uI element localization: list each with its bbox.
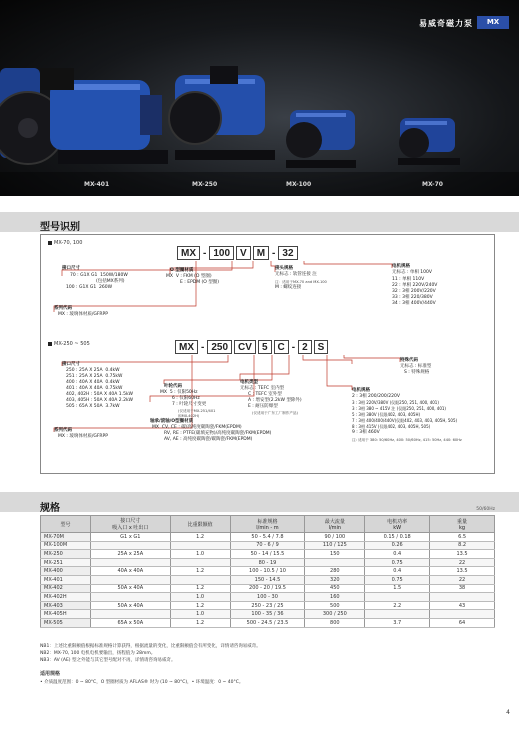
cell-port: 40A x 40A bbox=[90, 567, 170, 576]
cell-port bbox=[90, 558, 170, 567]
cell-kg: 43 bbox=[430, 601, 495, 610]
code2-motor-5: 5 : 3相 380V (仅限402, 403, 405H) bbox=[352, 412, 421, 417]
cell-sg: 1.2 bbox=[170, 618, 230, 627]
code1-dash-1: - bbox=[203, 247, 207, 259]
code2-freq-5: MX 5 : 仅限50Hz bbox=[160, 390, 198, 395]
cell-std: 150 - 14.5 bbox=[230, 575, 305, 584]
code1-material: V bbox=[236, 246, 251, 260]
cell-kw: 0.75 bbox=[365, 558, 430, 567]
page-number: 4 bbox=[506, 709, 510, 716]
code2-freq-7b: 和MX-402H) bbox=[178, 414, 200, 418]
code1-port-notes: 接口尺寸 bbox=[62, 266, 80, 271]
code1-seal-note: 注：适用于MX-70 and MX-100 bbox=[275, 280, 327, 284]
cell-max: 800 bbox=[305, 618, 365, 627]
code1-series-title: 系列代码 bbox=[54, 306, 72, 311]
series-tag-70-100: MX-70, 100 bbox=[48, 240, 82, 246]
cell-sg: 1.2 bbox=[170, 567, 230, 576]
caption-mx-70: MX-70 bbox=[422, 181, 443, 188]
code2-dash-1: - bbox=[201, 341, 205, 353]
code2-motor-7: 7 : 3相 400/400/440V(仅限402, 403, 403, 405H, 505) bbox=[352, 418, 458, 423]
cell-sg: 1.2 bbox=[170, 584, 230, 593]
code1-port-70b: (包括MX系列) bbox=[96, 279, 125, 284]
cell-port: 50A x 40A bbox=[90, 584, 170, 593]
table-row bbox=[41, 541, 495, 550]
cell-max: 280 bbox=[305, 567, 365, 576]
th-model: 型号 bbox=[41, 516, 91, 533]
cell-sg bbox=[170, 541, 230, 550]
code1-seal-m: M : 螺纹连接 bbox=[275, 285, 302, 290]
cell-sg: 1.0 bbox=[170, 550, 230, 559]
section-title-spec: 规格 bbox=[40, 503, 60, 514]
cell-kg: 6.5 bbox=[430, 533, 495, 542]
cell-max: 110 / 125 bbox=[305, 541, 365, 550]
application-title: 适用规格 bbox=[40, 671, 61, 677]
code2-freq-title: 叶轮代码 bbox=[164, 384, 182, 389]
th-kg: 重量 kg bbox=[430, 516, 495, 533]
code2-mtype-note: (仅适用于广东工厂制作产品) bbox=[252, 411, 298, 415]
code2-special-s: S : 特殊规格 bbox=[404, 370, 430, 375]
th-port: 接口尺寸 吸入口 x 吐出口 bbox=[90, 516, 170, 533]
cell-port: 25A x 25A bbox=[90, 550, 170, 559]
table-row bbox=[41, 610, 495, 619]
section-title-model-id: 型号识别 bbox=[40, 222, 80, 233]
code2-special-std: 无标志 : 标准型 bbox=[400, 364, 432, 369]
code1-motor-33: 33 : 3相 220/380V bbox=[392, 295, 433, 300]
cell-kw bbox=[365, 610, 430, 619]
cell-kg: 13.5 bbox=[430, 550, 495, 559]
cell-max bbox=[305, 558, 365, 567]
cell-kw: 0.15 / 0.18 bbox=[365, 533, 430, 542]
code2-mtype-a: A : 增安型(2.2kW 型除外) bbox=[248, 398, 302, 403]
spec-table-body bbox=[41, 533, 495, 628]
code1-dash-2: - bbox=[272, 247, 276, 259]
code2-bear-title: 轴承/滚轴/O型圈材质 bbox=[150, 419, 194, 424]
cell-kw: 2.2 bbox=[365, 601, 430, 610]
table-row bbox=[41, 601, 495, 610]
code2-bear-rv: RV, RE : PTFE(碳填充物)/高纯度碳陶瓷/FKM(EPDM) bbox=[164, 431, 272, 436]
cell-std: 100 - 30 bbox=[230, 593, 305, 602]
cell-max: 160 bbox=[305, 593, 365, 602]
code2-motor-3b: 3 : 3相 380 ~ 415V 注 (仅限250, 251, 400, 401) bbox=[352, 406, 446, 411]
code2-freq-7: 7 : 叶轮尺寸变更 bbox=[172, 402, 207, 407]
cell-sg: 1.2 bbox=[170, 601, 230, 610]
footnote-2: NB2：MX-70, 100 电机电机要输出，扬程值为 28mm。 bbox=[40, 651, 156, 656]
code1-oring-v: MX V : FKM (O 型圈) bbox=[166, 274, 212, 279]
cell-kg bbox=[430, 593, 495, 602]
cell-port: 65A x 50A bbox=[90, 618, 170, 627]
cell-model: MX-251 bbox=[41, 558, 91, 567]
cell-kw bbox=[365, 593, 430, 602]
cell-std: 80 - 19 bbox=[230, 558, 305, 567]
cell-kw: 0.4 bbox=[365, 550, 430, 559]
caption-mx-401: MX-401 bbox=[84, 181, 110, 188]
code2-port-400: 400 : 40A X 40A 0.4kW bbox=[66, 380, 120, 385]
code1-motor-32: 32 : 3相 200V/220V bbox=[392, 289, 436, 294]
footnote-3: NB3：AV (AE) 型之外能与其它型号配对不再，详情请咨询易威奇。 bbox=[40, 658, 176, 663]
code1-oring-e: E : EPDM (O 型圈) bbox=[180, 280, 220, 285]
cell-max: 300 / 250 bbox=[305, 610, 365, 619]
code1-seal-std: 无标志 : 软管连接 注 bbox=[275, 272, 317, 277]
code2-mtype-c: C : TEFC 室外型 bbox=[248, 392, 282, 397]
cell-sg bbox=[170, 558, 230, 567]
code1-motor-22: 22 : 单相 220V/240V bbox=[392, 283, 438, 288]
cell-kw: 0.26 bbox=[365, 541, 430, 550]
cell-std: 200 - 20 / 19.5 bbox=[230, 584, 305, 593]
code2-shaft: C bbox=[274, 340, 289, 354]
cell-port bbox=[90, 610, 170, 619]
table-row bbox=[41, 584, 495, 593]
code2-size: 250 bbox=[207, 340, 232, 354]
code2-motor-title: 电机规格 bbox=[352, 388, 370, 393]
cell-model: MX-400 bbox=[41, 567, 91, 576]
code2-port-401: 401 : 40A X 40A 0.75kW bbox=[66, 386, 123, 391]
code1-seal-title: 接头规格 bbox=[275, 266, 293, 271]
code2-dash-2: - bbox=[291, 341, 296, 353]
code2-motor: 2 bbox=[298, 340, 312, 354]
code2-motor-9: 9 : 3相 460V bbox=[352, 430, 380, 435]
code2-mtype-title: 电机类型 bbox=[240, 380, 258, 385]
code2-port-402: 402, 402H : 50A X 40A 1.5kW bbox=[66, 392, 133, 397]
cell-port bbox=[90, 541, 170, 550]
cell-model: MX-405H bbox=[41, 610, 91, 619]
table-row bbox=[41, 567, 495, 576]
cell-port: 50A x 40A bbox=[90, 601, 170, 610]
code2-port-403: 403, 405H : 50A X 40A 2.2kW bbox=[66, 398, 133, 403]
cell-model: MX-401 bbox=[41, 575, 91, 584]
cell-std: 250 - 23 / 25 bbox=[230, 601, 305, 610]
series-tag-250-505: MX-250 ~ 505 bbox=[48, 341, 90, 347]
cell-std: 100 - 35 / 36 bbox=[230, 610, 305, 619]
code1-oring-title: O 型圈材质 bbox=[170, 268, 194, 273]
cell-max: 320 bbox=[305, 575, 365, 584]
cell-model: MX-402 bbox=[41, 584, 91, 593]
cell-kw: 0.75 bbox=[365, 575, 430, 584]
cell-kw: 1.5 bbox=[365, 584, 430, 593]
table-row bbox=[41, 575, 495, 584]
cell-port: G1 x G1 bbox=[90, 533, 170, 542]
th-kw: 电机功率 kW bbox=[365, 516, 430, 533]
code2-motor-note: 注: 适用于 380: 50/60Hz, 400: 50/60Hz, 415: 50Hz, 440: 60Hz bbox=[352, 438, 462, 442]
caption-mx-100: MX-100 bbox=[286, 181, 312, 188]
code1-oring: M bbox=[253, 246, 269, 260]
code2-series-title: 系列代码 bbox=[54, 428, 72, 433]
code1-motor-34: 34 : 3相 400V/440V bbox=[392, 301, 436, 306]
code2-port-505: 505 : 65A X 50A 3.7kW bbox=[66, 404, 120, 409]
cell-kg: 22 bbox=[430, 575, 495, 584]
code2-bear-av: AV, AE : 高纯度碳陶瓷/碳陶瓷/FKM(EPDM) bbox=[164, 437, 253, 442]
cell-max: 500 bbox=[305, 601, 365, 610]
table-row bbox=[41, 618, 495, 627]
code2-motor-2: 2 : 3相 200/200/220V bbox=[352, 394, 400, 399]
hero-title: 易威奇磁力泵 bbox=[419, 19, 473, 28]
cell-std: 100 - 10.5 / 10 bbox=[230, 567, 305, 576]
cell-std: 50 - 5.4 / 7.8 bbox=[230, 533, 305, 542]
code2-special-title: 特殊代码 bbox=[400, 358, 418, 363]
cell-max: 90 / 100 bbox=[305, 533, 365, 542]
cell-port bbox=[90, 593, 170, 602]
code2-prefix: MX bbox=[175, 340, 198, 354]
code1-motor-11: 11 : 单相 110V bbox=[392, 277, 425, 282]
code2-motor-8: 8 : 3相 415V (仅限402, 403, 405H, 505) bbox=[352, 424, 431, 429]
code1-motor-title: 电机规格 bbox=[392, 264, 410, 269]
cell-std: 50 - 14 / 15.5 bbox=[230, 550, 305, 559]
spec-table bbox=[40, 515, 495, 628]
code2-port-title: 接口尺寸 bbox=[62, 362, 80, 367]
cell-model: MX-403 bbox=[41, 601, 91, 610]
cell-sg: 1.2 bbox=[170, 533, 230, 542]
table-row bbox=[41, 550, 495, 559]
code1-prefix: MX bbox=[177, 246, 200, 260]
application-text: • 介质温度范围：0 ~ 80°C，O 型圈材质为 AFLAS® 时为 (10 ~ 80°C)，• 环境温度：0 ~ 40°C。 bbox=[40, 680, 244, 685]
cell-kw: 3.7 bbox=[365, 618, 430, 627]
code2-bear-cv: MX CV, CE : 碳/高纯度碳陶瓷/FKM(EPDM) bbox=[152, 425, 242, 430]
cell-port bbox=[90, 575, 170, 584]
cell-std: 500 - 24.5 / 23.5 bbox=[230, 618, 305, 627]
cell-max: 450 bbox=[305, 584, 365, 593]
caption-mx-250: MX-250 bbox=[192, 181, 218, 188]
cell-model: MX-100M bbox=[41, 541, 91, 550]
cell-model: MX-70M bbox=[41, 533, 91, 542]
code2-freq-7a: (仅适用于MX-251/401 bbox=[178, 409, 216, 413]
th-sg: 比重限额值 bbox=[170, 516, 230, 533]
table-row bbox=[41, 533, 495, 542]
cell-max: 150 bbox=[305, 550, 365, 559]
code2-housing: 5 bbox=[258, 340, 272, 354]
cell-kg bbox=[430, 610, 495, 619]
th-max: 最大流量 l/min bbox=[305, 516, 365, 533]
table-row bbox=[41, 558, 495, 567]
cell-sg bbox=[170, 575, 230, 584]
code2-bearing: CV bbox=[234, 340, 256, 354]
cell-model: MX-250 bbox=[41, 550, 91, 559]
cell-kg: 22 bbox=[430, 558, 495, 567]
cell-std: 70 - 6 / 9 bbox=[230, 541, 305, 550]
cell-sg: 1.0 bbox=[170, 593, 230, 602]
code1-series-val: MX : 玻璃体材质/GFRPP bbox=[58, 312, 108, 317]
code2-port-250: 250 : 25A X 25A 0.4kW bbox=[66, 368, 120, 373]
code2-port-251: 251 : 25A X 25A 0.75kW bbox=[66, 374, 123, 379]
code2-mtype-std: 无标志 : TEFC 室内型 bbox=[240, 386, 285, 391]
cell-kg: 64 bbox=[430, 618, 495, 627]
code1-port-70: 70 : G1X G1 150W/180W bbox=[70, 273, 128, 278]
th-std: 标准规格 l/min - m bbox=[230, 516, 305, 533]
series-badge: MX bbox=[477, 16, 509, 29]
cell-kg: 13.5 bbox=[430, 567, 495, 576]
code2-series-val: MX : 玻璃体材质/GFRPP bbox=[58, 434, 108, 439]
code1-motor: 32 bbox=[278, 246, 297, 260]
code2-mtype-e: E : 耐压防爆型 bbox=[248, 404, 278, 409]
code2-motor-3: 3 : 3相 220V/380V (仅限250, 251, 400, 401) bbox=[352, 400, 439, 405]
spec-table-header bbox=[41, 516, 495, 533]
cell-kw: 0.4 bbox=[365, 567, 430, 576]
code2-freq-6: 6 : 仅限60Hz bbox=[172, 396, 200, 401]
spec-band bbox=[0, 492, 519, 512]
cell-kg: 38 bbox=[430, 584, 495, 593]
frequency-label: 50/60Hz bbox=[476, 507, 495, 512]
code2-special: S bbox=[314, 340, 329, 354]
footnote-1: NB1：上述比重限额值根据标准规格计算获得，根据流量的变化，比重限额值会有所变化，详情请咨询易威奇。 bbox=[40, 644, 261, 649]
code1-motor-std: 无标志 : 单相 100V bbox=[392, 270, 432, 275]
cell-sg: 1.0 bbox=[170, 610, 230, 619]
cell-model: MX-505 bbox=[41, 618, 91, 627]
code1-port-100: 100 : G1X G1 260W bbox=[66, 285, 113, 290]
code1-size: 100 bbox=[209, 246, 234, 260]
table-row bbox=[41, 593, 495, 602]
cell-kg: 8.2 bbox=[430, 541, 495, 550]
cell-model: MX-402H bbox=[41, 593, 91, 602]
